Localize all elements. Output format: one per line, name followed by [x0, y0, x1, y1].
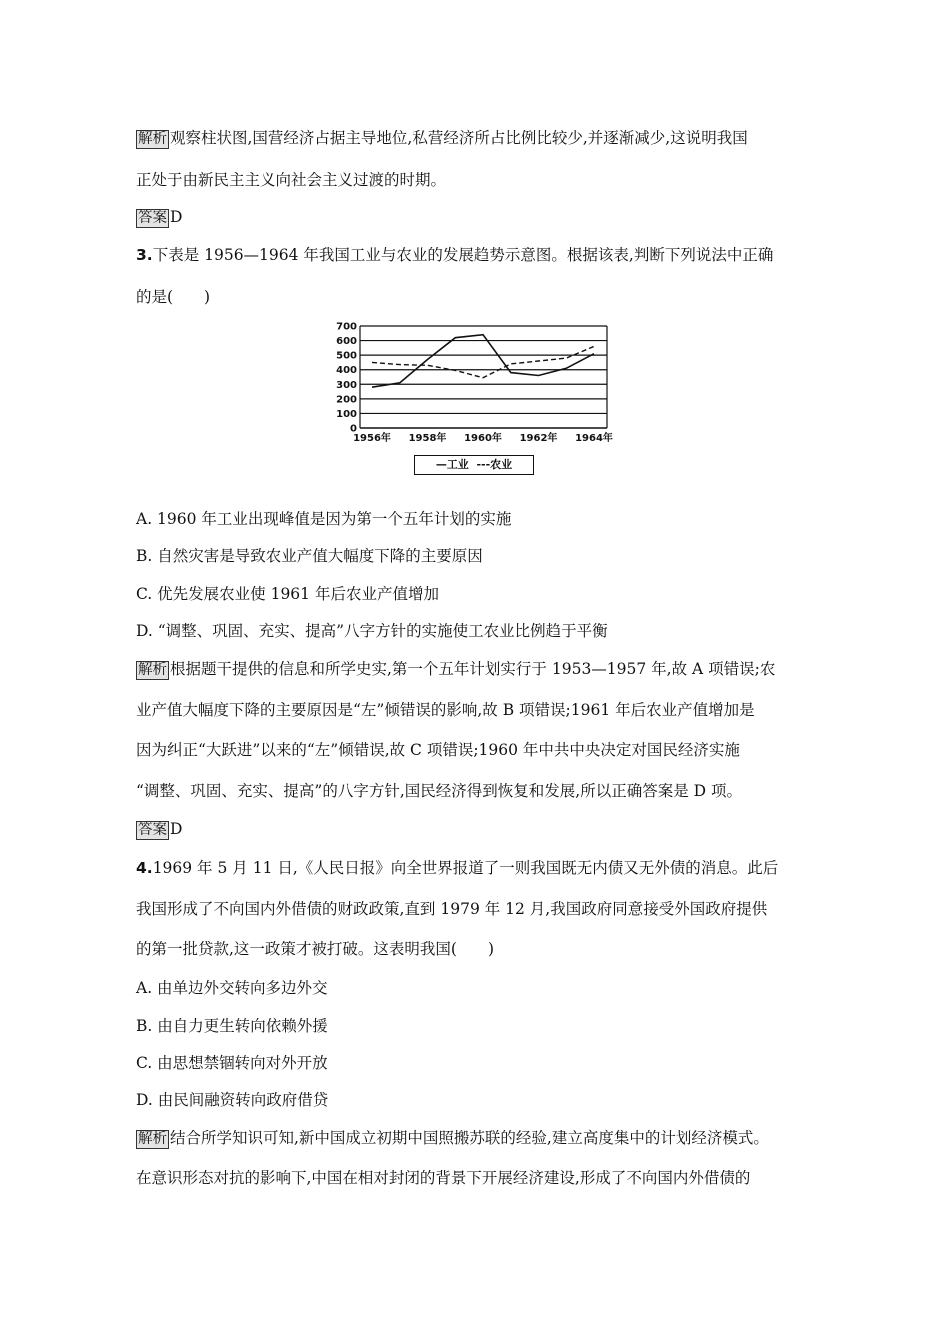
- q3-analysis-line-3: 因为纠正“大跃进”以来的“左”倾错误,故 C 项错误;1960 年中共中央决定对国民经济实施: [136, 741, 740, 759]
- y-tick-label: 500: [336, 350, 357, 362]
- analysis-tag: 解析: [138, 662, 167, 678]
- y-tick-label: 100: [336, 408, 357, 420]
- q3-stem-line-2: 的是( ): [136, 288, 211, 306]
- y-tick-label: 600: [336, 336, 357, 348]
- analysis-tag: 解析: [138, 1131, 167, 1147]
- x-tick-label: 1958年: [408, 433, 447, 444]
- legend-industry: —工业: [435, 458, 469, 471]
- analysis-tag: 解析: [138, 131, 167, 147]
- q3-answer: [136, 819, 182, 840]
- answer-tag: 答案: [138, 210, 167, 226]
- q4-analysis-line-1: [136, 1128, 769, 1149]
- x-tick-label: 1964年: [575, 433, 613, 444]
- q3-number: 3.: [136, 246, 153, 264]
- q3-option-a[interactable]: A. 1960 年工业出现峰值是因为第一个五年计划的实施: [136, 510, 512, 528]
- q3-answer-value: D: [170, 820, 183, 838]
- chart-legend: [414, 455, 534, 475]
- q2-answer: [136, 207, 182, 228]
- y-tick-label: 400: [336, 365, 357, 377]
- q2-analysis-line-2: 正处于由新民主主义向社会主义过渡的时期。: [136, 171, 447, 189]
- q3-option-d[interactable]: D. “调整、巩固、充实、提高”八字方针的实施使工农业比例趋于平衡: [136, 622, 608, 640]
- q3-stem-line-1: [136, 245, 773, 265]
- q4-analysis-text-1: 结合所学知识可知,新中国成立初期中国照搬苏联的经验,建立高度集中的计划经济模式。: [170, 1129, 769, 1147]
- x-tick-label: 1962年: [519, 433, 558, 444]
- series-agriculture-line: [372, 346, 594, 377]
- q4-option-d[interactable]: D. 由民间融资转向政府借贷: [136, 1091, 329, 1109]
- q4-stem-text-1: 1969 年 5 月 11 日,《人民日报》向全世界报道了一则我国既无内债又无外债的消息。此后: [152, 859, 779, 877]
- q4-stem-line-2: 我国形成了不向国内外借债的财政政策,直到 1979 年 12 月,我国政府同意接受外国政府提供: [136, 900, 768, 918]
- q2-analysis-line-1: [136, 128, 748, 149]
- q3-analysis-line-1: [136, 659, 775, 680]
- q4-analysis-line-2: 在意识形态对抗的影响下,中国在相对封闭的背景下开展经济建设,形成了不向国内外借债的: [136, 1169, 751, 1187]
- series-industry-line: [372, 335, 594, 388]
- q4-option-c[interactable]: C. 由思想禁锢转向对外开放: [136, 1054, 328, 1072]
- q3-option-b[interactable]: B. 自然灾害是导致农业产值大幅度下降的主要原因: [136, 547, 483, 565]
- y-tick-label: 300: [336, 379, 357, 391]
- x-tick-label: 1960年: [464, 433, 502, 444]
- legend-agriculture: ---农业: [476, 458, 513, 471]
- q4-stem-line-3: 的第一批贷款,这一政策才被打破。这表明我国( ): [136, 940, 495, 958]
- q4-option-a[interactable]: A. 由单边外交转向多边外交: [136, 979, 328, 997]
- y-tick-label: 200: [336, 394, 357, 406]
- q4-number: 4.: [136, 859, 153, 877]
- q3-analysis-text-1: 根据题干提供的信息和所学史实,第一个五年计划实行于 1953—1957 年,故 A 项错误;农: [170, 660, 776, 678]
- x-tick-label: 1956年: [353, 433, 391, 444]
- y-axis-ticks: [336, 322, 357, 435]
- q3-analysis-line-2: 业产值大幅度下降的主要原因是“左”倾错误的影响,故 B 项错误;1961 年后农业产值增加是: [136, 701, 755, 719]
- line-chart: [330, 318, 620, 478]
- q4-stem-line-1: [136, 858, 778, 878]
- q3-option-c[interactable]: C. 优先发展农业使 1961 年后农业产值增加: [136, 585, 439, 603]
- q3-analysis-line-4: “调整、巩固、充实、提高”的八字方针,国民经济得到恢复和发展,所以正确答案是 D 项。: [136, 782, 742, 800]
- y-tick-label: 700: [336, 321, 357, 333]
- q3-stem-text-1: 下表是 1956—1964 年我国工业与农业的发展趋势示意图。根据该表,判断下列说法中正确: [152, 246, 774, 264]
- x-axis-ticks: [353, 431, 613, 444]
- answer-tag: 答案: [138, 822, 167, 838]
- y-tick-label: 0: [350, 423, 357, 435]
- q4-option-b[interactable]: B. 由自力更生转向依赖外援: [136, 1017, 328, 1035]
- q2-answer-value: D: [170, 208, 183, 226]
- q2-analysis-text-1: 观察柱状图,国营经济占据主导地位,私营经济所占比例比较少,并逐渐减少,这说明我国: [170, 129, 748, 147]
